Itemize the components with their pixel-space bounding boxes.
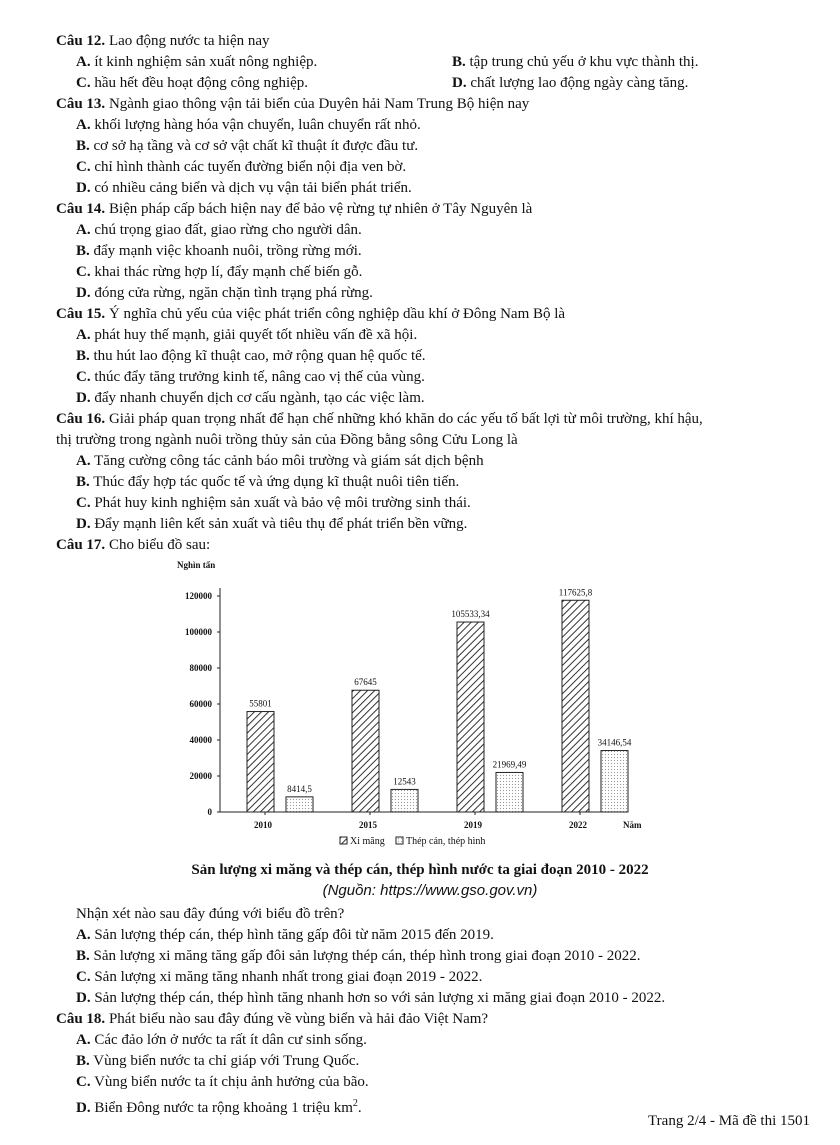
option-text: chú trọng giao đất, giao rừng cho người dân. (94, 222, 362, 238)
question-stem (56, 304, 816, 325)
answer-option (76, 946, 641, 967)
option-text: tập trung chủ yếu ở khu vực thành thị. (469, 54, 699, 70)
question-text: Ngành giao thông vận tải biển của Duyên hải Nam Trung Bộ hiện nay (108, 96, 530, 112)
question-label: Câu 12. (56, 33, 106, 49)
answer-option (76, 220, 362, 241)
question-stem (56, 31, 816, 52)
answer-option (76, 73, 308, 94)
option-text: Tăng cường công tác cảnh báo môi trường và giám sát dịch bệnh (94, 453, 484, 469)
option-text: có nhiều cảng biển và dịch vụ vận tải biển phát triển. (94, 180, 412, 196)
suffix: . (357, 1100, 362, 1116)
option-letter: C. (76, 75, 91, 91)
answer-option (76, 1093, 362, 1119)
option-letter: B. (452, 54, 466, 70)
option-text: Sản lượng xi măng tăng gấp đôi sản lượng thép cán, thép hình trong giai đoạn 2010 - 2022. (93, 948, 641, 964)
answer-option (76, 241, 362, 262)
option-letter: A. (76, 927, 91, 943)
page-footer: Trang 2/4 - Mã đề thi 1501 (648, 1113, 810, 1129)
legend-label: Xi măng (350, 836, 385, 847)
option-letter: C. (76, 1074, 91, 1090)
option-letter: B. (76, 138, 90, 154)
option-letter: A. (76, 117, 91, 133)
chart-caption: Sản lượng xi măng và thép cán, thép hình nước ta giai đoạn 2010 - 2022 (191, 862, 649, 878)
answer-option (452, 73, 688, 94)
bar (496, 772, 523, 812)
option-letter: A. (76, 54, 91, 70)
question-text: Cho biểu đồ sau: (108, 537, 211, 553)
bar (457, 622, 484, 812)
question-text: Lao động nước ta hiện nay (108, 33, 270, 49)
option-text: ít kinh nghiệm sản xuất nông nghiệp. (94, 54, 318, 70)
legend-swatch (396, 837, 403, 844)
option-text: Đẩy mạnh liên kết sản xuất và tiêu thụ để phát triển bền vững. (94, 516, 468, 532)
option-text: Biển Đông nước ta rộng khoảng 1 triệu km (94, 1100, 353, 1116)
y-axis-label: Nghìn tấn (177, 560, 216, 570)
chart-source: (Nguồn: https://www.gso.gov.vn) (322, 882, 538, 899)
option-letter: C. (76, 369, 91, 385)
question-stem (56, 199, 816, 220)
answer-option (76, 988, 665, 1009)
option-letter: D. (76, 180, 91, 196)
y-tick-label: 60000 (189, 699, 212, 709)
answer-option (76, 388, 425, 409)
question-stem (56, 409, 816, 430)
answer-option (76, 157, 406, 178)
option-text: chỉ hình thành các tuyến đường biển nội địa ven bờ. (94, 159, 407, 175)
option-letter: A. (76, 1032, 91, 1048)
question-label: Câu 13. (56, 96, 106, 112)
answer-option (76, 262, 362, 283)
answer-option (76, 493, 471, 514)
question-label: Câu 18. (56, 1011, 106, 1027)
option-text: phát huy thế mạnh, giải quyết tốt nhiều vấn đề xã hội. (94, 327, 418, 343)
option-text: đẩy mạnh việc khoanh nuôi, trồng rừng mới. (93, 243, 362, 259)
question-text: Phát biểu nào sau đây đúng về vùng biển và hải đảo Việt Nam? (108, 1011, 489, 1027)
x-tick-label: 2015 (359, 820, 377, 830)
answer-option (76, 52, 317, 73)
option-letter: B. (76, 948, 90, 964)
option-letter: D. (452, 75, 467, 91)
option-letter: D. (76, 1100, 91, 1116)
y-tick-label: 120000 (185, 591, 212, 601)
option-text: thúc đẩy tăng trưởng kinh tế, nâng cao vị thế của vùng. (94, 369, 425, 385)
option-text: cơ sở hạ tầng và cơ sở vật chất kĩ thuật ít được đầu tư. (93, 138, 419, 154)
y-tick-label: 0 (207, 807, 212, 817)
answer-option (76, 346, 426, 367)
question-stem-cont: thị trường trong ngành nuôi trồng thủy sản của Đồng bằng sông Cửu Long là (56, 432, 518, 448)
y-tick-label: 80000 (189, 663, 212, 673)
answer-option (76, 472, 459, 493)
legend-label: Thép cán, thép hình (406, 836, 486, 847)
bar (601, 751, 628, 812)
data-label: 34146,54 (597, 737, 632, 748)
answer-option (76, 925, 494, 946)
option-text: Sản lượng xi măng tăng nhanh nhất trong giai đoạn 2019 - 2022. (94, 969, 483, 985)
option-letter: C. (76, 159, 91, 175)
answer-option (76, 178, 412, 199)
option-text: hầu hết đều hoạt động công nghiệp. (94, 75, 309, 91)
option-text: Phát huy kinh nghiệm sản xuất và bảo vệ môi trường sinh thái. (94, 495, 471, 511)
answer-option (76, 514, 467, 535)
legend-swatch (340, 837, 347, 844)
option-text: khối lượng hàng hóa vận chuyển, luân chuyển rất nhỏ. (94, 117, 421, 133)
bar-chart (160, 558, 680, 858)
answer-option (76, 325, 417, 346)
option-letter: D. (76, 990, 91, 1006)
superscript: 2 (352, 1098, 358, 1109)
data-label: 55801 (249, 698, 272, 709)
option-text: Vùng biển nước ta ít chịu ảnh hưởng của bão. (94, 1074, 369, 1090)
option-text: Sản lượng thép cán, thép hình tăng nhanh hơn so với sản lượng xi măng giai đoạn 2010 - 2022. (94, 990, 666, 1006)
option-letter: B. (76, 474, 90, 490)
bar (391, 789, 418, 812)
option-text: Thúc đẩy hợp tác quốc tế và ứng dụng kĩ thuật nuôi tiên tiến. (93, 474, 460, 490)
option-letter: D. (76, 285, 91, 301)
question-label: Câu 15. (56, 306, 106, 322)
x-axis-label: Năm (623, 820, 642, 830)
question-label: Câu 17. (56, 537, 106, 553)
bar (286, 797, 313, 812)
option-letter: B. (76, 1053, 90, 1069)
option-letter: A. (76, 453, 91, 469)
option-letter: A. (76, 222, 91, 238)
option-text: thu hút lao động kĩ thuật cao, mở rộng quan hệ quốc tế. (93, 348, 426, 364)
question-text: Ý nghĩa chủ yếu của việc phát triển công nghiệp dầu khí ở Đông Nam Bộ là (108, 306, 566, 322)
option-letter: C. (76, 495, 91, 511)
data-label: 67645 (354, 677, 377, 688)
question-text: Giải pháp quan trọng nhất để hạn chế những khó khăn do các yếu tố bất lợi từ môi trường, khí hậu, (108, 411, 703, 427)
option-letter: C. (76, 264, 91, 280)
data-label: 117625,8 (558, 587, 593, 598)
data-label: 8414,5 (287, 783, 312, 794)
question-prompt: Nhận xét nào sau đây đúng với biểu đồ trên? (76, 906, 345, 922)
question-label: Câu 16. (56, 411, 106, 427)
answer-option (76, 1072, 369, 1093)
option-letter: D. (76, 390, 91, 406)
answer-option (452, 52, 698, 73)
answer-option (76, 1030, 367, 1051)
question-label: Câu 14. (56, 201, 106, 217)
bar (352, 690, 379, 812)
option-text: đóng cửa rừng, ngăn chặn tình trạng phá rừng. (94, 285, 373, 301)
option-text: Vùng biển nước ta chỉ giáp với Trung Quốc. (93, 1053, 360, 1069)
y-tick-label: 20000 (189, 771, 212, 781)
question-stem (56, 535, 816, 556)
bar (562, 600, 589, 812)
y-tick-label: 40000 (189, 735, 212, 745)
answer-option (76, 283, 373, 304)
answer-option (76, 367, 425, 388)
x-tick-label: 2010 (254, 820, 272, 830)
data-label: 21969,49 (492, 759, 527, 770)
option-text: Các đảo lớn ở nước ta rất ít dân cư sinh sống. (94, 1032, 367, 1048)
answer-option (76, 451, 484, 472)
option-text: chất lượng lao động ngày càng tăng. (470, 75, 689, 91)
option-letter: C. (76, 969, 91, 985)
answer-option (76, 136, 418, 157)
bar (247, 712, 274, 812)
data-label: 12543 (393, 776, 416, 787)
option-letter: B. (76, 243, 90, 259)
answer-option (76, 967, 482, 988)
option-letter: D. (76, 516, 91, 532)
option-text: Sản lượng thép cán, thép hình tăng gấp đôi từ năm 2015 đến 2019. (94, 927, 494, 943)
question-text: Biện pháp cấp bách hiện nay để bảo vệ rừng tự nhiên ở Tây Nguyên là (108, 201, 533, 217)
x-tick-label: 2022 (569, 820, 587, 830)
x-tick-label: 2019 (464, 820, 482, 830)
option-letter: A. (76, 327, 91, 343)
option-letter: B. (76, 348, 90, 364)
question-stem (56, 1009, 816, 1030)
option-text: khai thác rừng hợp lí, đẩy mạnh chế biến gỗ. (94, 264, 363, 280)
data-label: 105533,34 (451, 609, 490, 620)
y-tick-label: 100000 (185, 627, 212, 637)
answer-option (76, 115, 421, 136)
question-stem (56, 94, 816, 115)
option-text: đẩy nhanh chuyển dịch cơ cấu ngành, tạo các việc làm. (94, 390, 425, 406)
answer-option (76, 1051, 359, 1072)
